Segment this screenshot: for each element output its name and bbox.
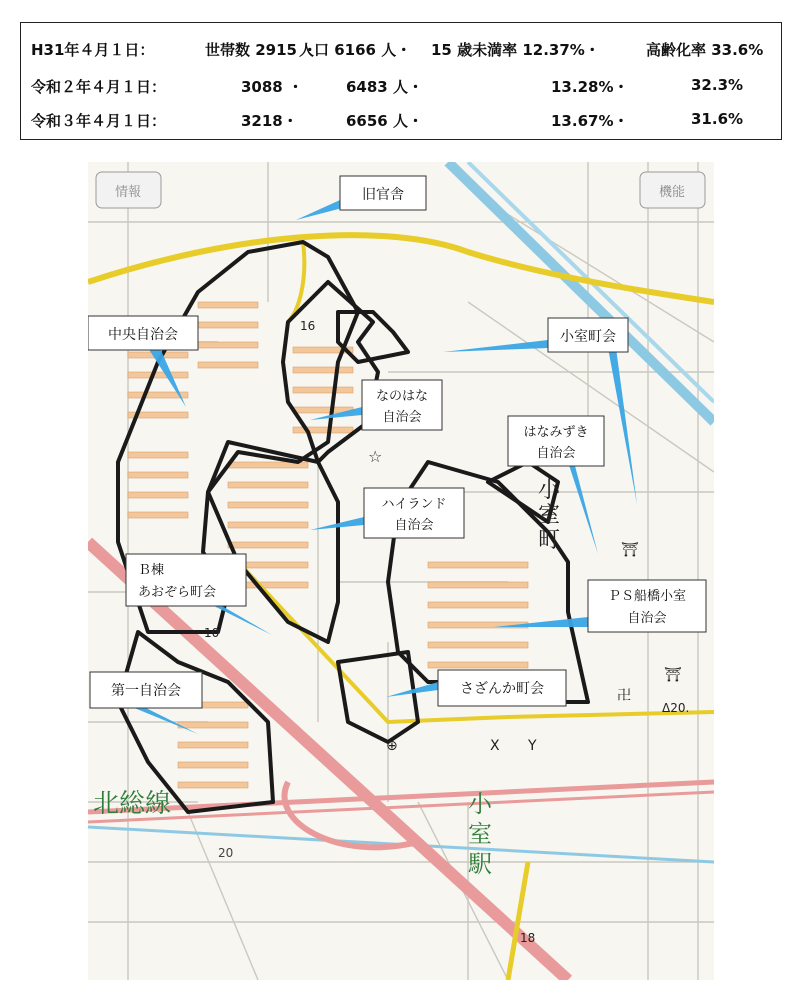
row-population: 6656 人・ (346, 112, 423, 130)
station-char: 駅 (468, 850, 492, 878)
callout-label: 中央自治会 (108, 327, 178, 343)
callout-highland (364, 488, 464, 538)
shrine-symbol: ⛩ (621, 542, 639, 558)
callout-komuro-cho (548, 318, 628, 352)
callout-ps-funabashi-komuro (588, 580, 706, 632)
hokuso-line-label: 北総線 (93, 789, 172, 819)
row-date: H31年４月１日： (31, 41, 155, 59)
town-char: 室 (538, 503, 561, 528)
post-office-symbol: ⊕ (386, 738, 398, 754)
callout-label: Ｂ棟 (138, 563, 165, 578)
callout-sazanka (438, 670, 566, 706)
callout-label: なのはな (375, 389, 429, 404)
callout-label: 自治会 (394, 518, 434, 533)
stats-row-h31 (21, 39, 781, 69)
stats-row-r2 (21, 76, 781, 106)
station-char: 室 (468, 820, 492, 848)
station-char: 小 (468, 790, 492, 818)
callout-label: 自治会 (627, 611, 667, 626)
row-population: 6483 人・ (346, 78, 423, 96)
row-aging-rate: 高齢化率 33.6% (646, 41, 764, 59)
callout-label: 自治会 (382, 410, 422, 425)
statistics-table (20, 22, 782, 140)
callout-chuo (88, 316, 198, 350)
star-symbol: ☆ (368, 447, 383, 466)
row-households: 世帯数 2915 ・ (205, 41, 318, 59)
callout-label: はなみずき (523, 425, 589, 440)
callout-kyu-kansha (340, 176, 426, 210)
elevation-18: 18 (520, 931, 536, 945)
callout-label: 小室町会 (560, 329, 616, 345)
callout-label: さざんか町会 (460, 681, 544, 697)
callout-label: 第一自治会 (111, 683, 181, 699)
row-under15-rate: 13.67%・ (551, 112, 629, 130)
row-households: 3088 ・ (241, 78, 303, 96)
row-date: 令和３年４月１日： (31, 112, 167, 130)
stats-row-r3 (21, 110, 781, 140)
police-symbol: X (490, 738, 500, 754)
row-under15-rate: 15 歳未満率 12.37%・ (431, 41, 600, 59)
callout-b-aozora (126, 554, 246, 606)
elevation-20: 20 (218, 846, 234, 860)
temple-symbol: 卍 (617, 688, 631, 704)
row-population: 人口 6166 人・ (299, 41, 412, 59)
row-date: 令和２年４月１日： (31, 78, 167, 96)
info-button[interactable] (96, 172, 161, 208)
row-households: 3218・ (241, 112, 298, 130)
elevation-delta-20: Δ20. (662, 701, 690, 715)
callout-label: 自治会 (536, 446, 576, 461)
callout-hanamizuki (508, 416, 604, 466)
row-aging-rate: 31.6% (691, 110, 744, 128)
shrine-symbol: ⛩ (664, 667, 682, 683)
function-button[interactable] (640, 172, 705, 208)
callout-label: ＰＳ船橋小室 (607, 589, 687, 604)
row-aging-rate: 32.3% (691, 76, 744, 94)
row-under15-rate: 13.28%・ (551, 78, 629, 96)
komuro-town-label (538, 478, 561, 553)
town-char: 小 (538, 478, 561, 503)
callout-label: あおぞら町会 (138, 585, 217, 600)
area-map (88, 162, 714, 980)
komuro-station-label (467, 790, 493, 878)
elevation-10: 10 (204, 626, 220, 640)
fire-station-symbol: Y (528, 738, 537, 754)
callout-label: 旧官舎 (362, 187, 404, 203)
callout-label: ハイランド (381, 497, 447, 512)
callout-nanohana (362, 380, 442, 430)
function-button-label: 機能 (658, 185, 686, 200)
callout-daiichi (90, 672, 202, 708)
elevation-16: 16 (300, 319, 316, 333)
info-button-label: 情報 (114, 185, 142, 200)
town-char: 町 (538, 528, 561, 553)
